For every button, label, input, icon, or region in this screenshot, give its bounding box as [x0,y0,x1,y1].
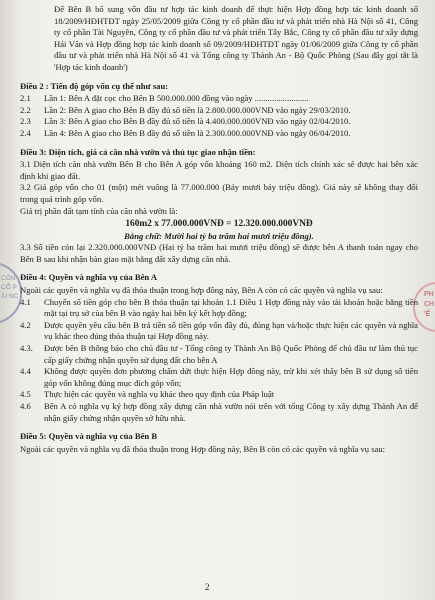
item-text: Bên A có nghĩa vụ ký hợp đồng xây dựng căn nhà vườn nói trên với tổng Công ty xây dựng Thành An để nhận giấy chứng nhận quyền sở hữu nhà. [44,401,418,423]
item-number: 4.2 [20,319,31,330]
item-text: Thực hiện các quyền và nghĩa vụ khác theo quy định của Pháp luật [44,389,275,400]
item-number: 4.4 [20,366,31,377]
item-number: 4.5 [20,389,31,400]
stamp-text: CỔ P [1,284,17,291]
stamp-text: 'Ế [424,311,431,318]
list-item [20,116,418,128]
item-number: 4.1 [20,296,31,307]
section-3-paragraph: Giá trị phần đất tạm tính của căn nhà vườn là: [20,205,178,216]
list-item [20,93,418,105]
item-number: 2.1 [20,93,31,104]
item-text: Được quyền yêu cầu bên B trả tiền số tiền góp vốn đầy đủ, đúng hạn và/hoặc thực hiện các quyền và nghĩa vụ khác theo đúng thỏa thuận tại Hợp đồng này. [44,319,418,342]
item-number: 2.4 [20,127,31,138]
item-text: Lần 2: Bên A giao cho Bên B đầy đủ số tiền là 2.800.000.000VNĐ vào ngày 29/03/2010. [44,104,351,115]
item-text: Lần 3: Bên A giao cho Bên B đầy đủ số tiền là 4.400.000.000VNĐ vào ngày 02/04/2010. [44,116,351,127]
list-item [20,320,418,343]
section-3-paragraph: 3.2 Giá góp vốn cho 01 (một) mét vuông là 77.000.000 (Bảy mươi bảy triệu đồng). Giá này sẽ không thay đổi trong quá trình góp vốn. [20,182,418,204]
intro-paragraph: Để Bên B bổ sung vốn đầu tư hợp tác kinh doanh để thực hiện Hợp đồng hợp tác kinh doanh số 18/2009/HĐHTĐT ngày 25/05/2009 giữa Công ty cổ phần đầu tư và phát triển nhà Hà Nội số 41, Công ty cổ phần Tài Nguyên, Công ty cổ phần đầu tư và phát triển Tây Bắc, Công ty cổ phần đầu tư xây dựng Hải Vân và Hợp đồng hợp tác kinh doanh số 09/2009/HĐHTĐT ngày 01/06/2009 giữa Công ty cổ phần đầu tư và phát triển nhà Hà Nội số 41 và Tổng công ty Thành An - Bộ Quốc Phòng (Sau đây gọi tắt là 'Hợp tác kinh doanh') [54,4,418,72]
stamp-text: PH [424,291,434,298]
section-5-intro: Ngoài các quyền và nghĩa vụ đã thỏa thuận trong Hợp đồng này, Bên B còn có các quyền và nghĩa vụ sau: [20,443,386,454]
item-number: 4.6 [20,401,31,411]
list-item [20,366,418,389]
list-item [20,389,418,401]
price-formula: 160m2 x 77.000.000VNĐ = 12.320.000.000VNĐ [125,219,313,230]
section-2-heading: Điều 2 : Tiến độ góp vốn cụ thể như sau: [20,80,169,91]
section-3-paragraph: 3.1 Diện tích căn nhà vườn Bên B cho Bên A góp vốn khoảng 160 m2. Diện tích chính xác sẽ được hai bên xác định khi giao đất. [20,159,418,181]
stamp-left-partial [0,262,22,324]
stamp-text: CÔN [1,275,16,282]
section-5-heading: Điều 5: Quyền và nghĩa vụ của Bên B [20,431,158,442]
document-body [20,4,418,455]
item-text: Lần 4: Bên A giao cho Bên B đầy đủ số tiền là 2.300.000.000VNĐ vào ngày 06/04/2010. [44,127,351,138]
item-number: 2.3 [20,116,31,127]
section-3-heading: Điều 3: Diện tích, giá cả căn nhà vườn và thủ tục giao nhận tiền: [20,146,256,157]
section-4-heading: Điều 4: Quyền và nghĩa vụ của Bên A [20,272,158,283]
stamp-text: CH [424,301,435,308]
list-item [20,401,418,424]
item-text: Chuyển số tiền góp cho bên B thỏa thuận tại khoản 1.1 Điều 1 Hợp đồng này vào tài khoản hoặc bằng tiền mặt tại trụ sở của bên B vào ngày hai bên ký kết hợp đồng; [44,296,418,319]
item-text: Được bên B thông báo cho chủ đầu tư - Tổng công ty Thành An Bộ Quốc Phòng để chủ đầu tư làm thủ tục cấp giấy chứng nhận quyền sử dụng đất cho bên A [44,343,418,365]
section-4-intro: Ngoài các quyền và nghĩa vụ đã thỏa thuận trong hợp đồng này, Bên A còn có các quyền và nghĩa vụ sau: [20,285,383,296]
section-3-paragraph: 3.3 Số tiền còn lại 2.320.000.000VNĐ (Hai tỷ ba trăm hai mươi triệu đồng) sẽ được bên A thanh toán ngay cho Bên B sau khi nhận bàn giao mặt bằng đất xây dựng căn nhà. [20,242,418,264]
item-text: Không được quyền đơn phương chấm dứt thực hiện Hợp đồng này, trừ khi xét thấy bên B sử dụng số tiền góp vốn không đúng mục đích góp vốn; [44,366,418,388]
amount-in-words: Bằng chữ: Mười hai tỷ ba trăm hai mươi triệu đồng). [124,230,314,241]
list-item [20,105,418,117]
list-item [20,128,418,140]
list-item [20,297,418,320]
item-text: Lần 1: Bên A đặt cọc cho Bên B 500.000.000 đồng vào ngày ......................... [44,93,309,104]
stamp-text: ÁI NC [1,293,19,300]
page-number: 2 [205,582,210,592]
item-number: 2.2 [20,104,31,115]
item-number: 4.3. [20,343,33,354]
list-item [20,343,418,366]
